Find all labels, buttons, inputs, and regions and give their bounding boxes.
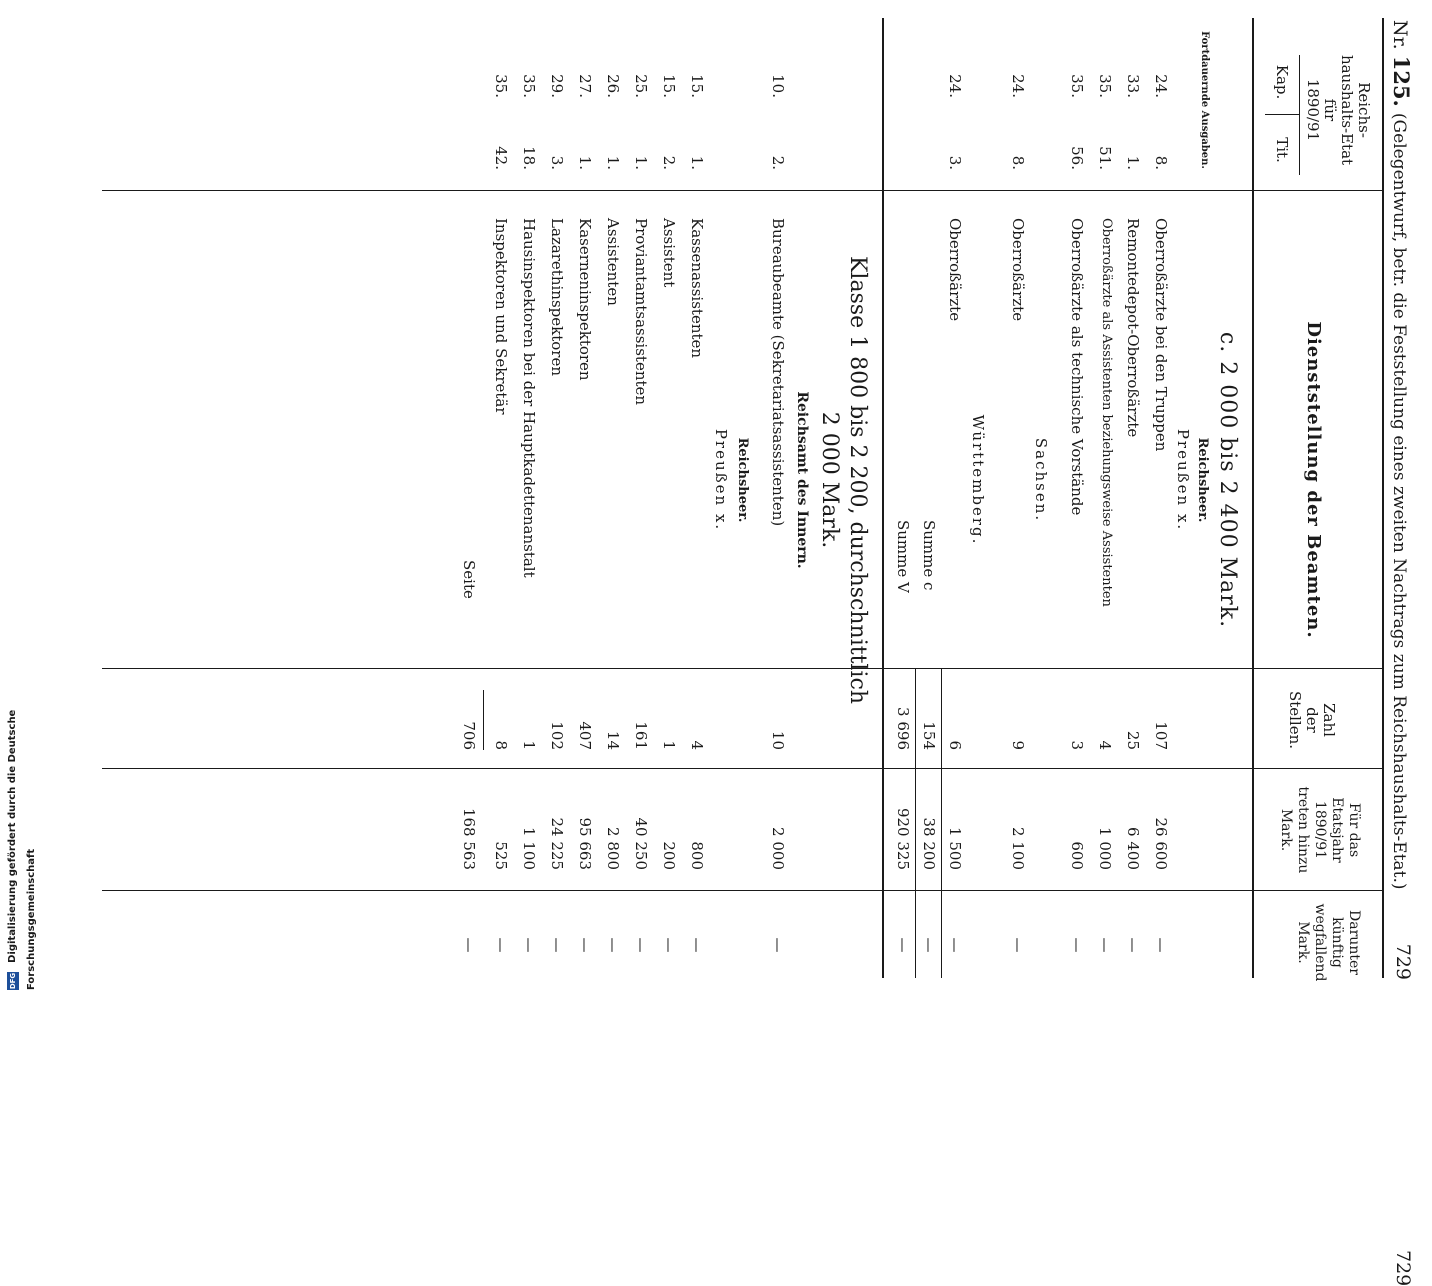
zahl-cell: 9 xyxy=(1009,740,1027,750)
kap-tit-divider xyxy=(1265,114,1300,115)
table-row xyxy=(765,0,787,1000)
zahl-cell: 8 xyxy=(492,740,510,750)
mark-cell: 168 563 xyxy=(460,807,478,870)
weg-cell: — xyxy=(520,937,538,953)
desc-cell: Oberroßärzte als technische Vorstände xyxy=(1068,218,1086,516)
weg-cell: — xyxy=(548,937,566,953)
tit-cell: 56. xyxy=(1068,146,1086,170)
mark-cell: 26 600 xyxy=(1152,817,1170,870)
tit-cell: 8. xyxy=(1152,155,1170,170)
mark-cell: 1 500 xyxy=(946,827,964,870)
weg-cell: — xyxy=(604,937,622,953)
zahl-header-line: Zahl xyxy=(1320,703,1338,737)
table-row xyxy=(628,0,650,1000)
zahl-cell: 706 xyxy=(460,721,478,750)
klasse-title-line-1: Klasse 1 800 bis 2 200, durchschnittlich xyxy=(845,255,870,704)
mark-cell: 200 xyxy=(660,841,678,870)
tit-cell: 3. xyxy=(548,155,566,170)
summe-c-row xyxy=(916,0,938,1000)
desc-cell: Oberroßärzte als Assistenten beziehungsweise Assistenten xyxy=(1099,218,1114,607)
zahl-cell: 3 696 xyxy=(894,707,912,750)
zahl-cell: 3 xyxy=(1068,740,1086,750)
desc-cell: Oberroßärzte xyxy=(1009,218,1027,322)
mark-cell: 40 250 xyxy=(632,817,650,870)
tit-cell: 1. xyxy=(632,155,650,170)
mark-cell: 6 400 xyxy=(1124,827,1142,870)
mark-cell: 38 200 xyxy=(920,817,938,870)
weg-cell: — xyxy=(1124,937,1142,953)
desc-cell: Hausinspektoren bei der Hauptkadettenanstalt xyxy=(520,218,538,578)
desc-cell: Kaserneninspektoren xyxy=(576,218,594,381)
tit-cell: 2. xyxy=(769,155,787,170)
zahl-cell: 6 xyxy=(946,740,964,750)
wuerttemberg-heading: Württemberg. xyxy=(969,414,987,546)
zahl-cell: 14 xyxy=(604,730,622,750)
darunter-header-line: Darunter xyxy=(1346,910,1362,975)
summe-c-label: Summe c xyxy=(920,520,938,591)
mark-cell: 95 663 xyxy=(576,817,594,870)
weg-cell: — xyxy=(460,937,478,953)
desc-cell: Bureaubeamte (Sekretariatsassistenten) xyxy=(769,218,787,527)
mark-cell: 920 325 xyxy=(894,807,912,870)
kap-cell: 24. xyxy=(1152,74,1170,98)
table-row xyxy=(1064,0,1086,1000)
etat-header-line: für xyxy=(1321,98,1339,122)
mark-cell: 24 225 xyxy=(548,817,566,870)
tit-cell: 18. xyxy=(520,146,538,170)
kap-cell: 25. xyxy=(632,74,650,98)
fuer-header-line: Für das xyxy=(1346,802,1362,858)
table-row xyxy=(544,0,566,1000)
etat-column-header xyxy=(1304,40,1372,180)
darunter-header-line: Mark. xyxy=(1295,921,1311,964)
table-row xyxy=(516,0,538,1000)
vdiv-3 xyxy=(102,768,1382,769)
vdiv-4 xyxy=(102,890,1382,891)
weg-cell: — xyxy=(894,937,912,953)
weg-cell: — xyxy=(660,937,678,953)
desc-cell: Oberroßärzte bei den Truppen xyxy=(1152,218,1170,452)
description-column-header: Dienststellung der Beamten. xyxy=(1303,321,1324,639)
weg-cell: — xyxy=(1009,937,1027,953)
mark-cell: 525 xyxy=(492,841,510,870)
kap-cell: 35. xyxy=(1068,74,1086,98)
fuer-column-header xyxy=(1277,775,1362,885)
tit-cell: 8. xyxy=(1009,155,1027,170)
fortdauernde-label: Fortdauernde Ausgaben. xyxy=(1199,31,1210,169)
zahl-cell: 407 xyxy=(576,721,594,750)
page-number: 729 xyxy=(1392,1250,1414,1286)
mark-cell: 2 800 xyxy=(604,827,622,870)
table-row xyxy=(1005,0,1027,1000)
table-row xyxy=(572,0,594,1000)
fuer-header-line: treten hinzu xyxy=(1295,786,1311,874)
page-number-right: 729 xyxy=(1392,943,1414,980)
kap-cell: 15. xyxy=(688,74,706,98)
tit-cell: 2. xyxy=(660,155,678,170)
mark-cell: 800 xyxy=(688,841,706,870)
table-row xyxy=(1120,0,1142,1000)
reichsheer-heading-1: Reichsheer. xyxy=(1195,437,1210,523)
reichsamt-heading: Reichsamt des Innern. xyxy=(794,391,810,569)
kap-cell: 35. xyxy=(1096,74,1114,98)
digitization-note-text: Digitalisierung gefördert durch die Deutsche Forschungsgemeinschaft xyxy=(7,709,37,990)
kap-cell: 27. xyxy=(576,74,594,98)
document-number: 125. xyxy=(1389,55,1414,107)
reichsheer-heading-2: Reichsheer. xyxy=(735,437,750,523)
fuer-header-line: Mark. xyxy=(1278,808,1294,852)
sum-rule-2 xyxy=(915,668,916,978)
seite-rule xyxy=(483,690,484,750)
mark-cell: 1 000 xyxy=(1096,827,1114,870)
weg-cell: — xyxy=(1152,937,1170,953)
desc-cell: Assistent xyxy=(660,218,678,288)
zahl-cell: 102 xyxy=(548,721,566,750)
summe-v-label: Summe V xyxy=(894,520,912,593)
tit-column-header: Tit. xyxy=(1273,137,1291,163)
table-row xyxy=(488,0,510,1000)
table-row xyxy=(942,0,964,1000)
seite-label: Seite xyxy=(460,560,478,599)
kap-cell: 29. xyxy=(548,74,566,98)
table-row xyxy=(684,0,706,1000)
kap-cell: 24. xyxy=(946,74,964,98)
zahl-header-line: Stellen. xyxy=(1286,690,1304,750)
zahl-cell: 1 xyxy=(520,740,538,750)
document-number-prefix: Nr. xyxy=(1389,20,1411,50)
table-row xyxy=(1092,0,1114,1000)
seite-row xyxy=(456,0,478,1000)
zahl-cell: 107 xyxy=(1152,721,1170,750)
tit-cell: 1. xyxy=(688,155,706,170)
table-row xyxy=(656,0,678,1000)
preussen-heading-2: Preußen x. xyxy=(712,428,730,532)
weg-cell: — xyxy=(576,937,594,953)
section-end-rule xyxy=(882,18,884,978)
kap-column-header: Kap. xyxy=(1273,64,1291,100)
zahl-cell: 25 xyxy=(1124,730,1142,750)
digitization-note xyxy=(2,600,40,990)
tit-cell: 1. xyxy=(604,155,622,170)
desc-cell: Kassenassistenten xyxy=(688,218,706,359)
zahl-cell: 161 xyxy=(632,721,650,750)
tit-cell: 1. xyxy=(576,155,594,170)
vdiv-1 xyxy=(102,190,1382,191)
kap-cell: 26. xyxy=(604,74,622,98)
etat-subrule xyxy=(1299,55,1300,175)
zahl-cell: 1 xyxy=(660,740,678,750)
kap-cell: 35. xyxy=(520,74,538,98)
etat-header-line: haushalts-Etat xyxy=(1338,54,1356,166)
klasse-title-line-2: 2 000 Mark. xyxy=(817,411,842,549)
weg-cell: — xyxy=(492,937,510,953)
fuer-header-line: Etatsjahr xyxy=(1329,797,1345,863)
desc-cell: Lazarethinspektoren xyxy=(548,218,566,376)
weg-cell: — xyxy=(1068,937,1086,953)
weg-cell: — xyxy=(1096,937,1114,953)
preussen-heading-1: Preußen x. xyxy=(1174,428,1192,532)
darunter-header-line: künftig xyxy=(1329,917,1345,968)
zahl-cell: 10 xyxy=(769,730,787,750)
kap-cell: 24. xyxy=(1009,74,1027,98)
weg-cell: — xyxy=(769,937,787,953)
page-header xyxy=(1389,20,1414,980)
zahl-header-line: der xyxy=(1303,707,1321,733)
zahl-cell: 4 xyxy=(688,740,706,750)
mark-cell: 2 000 xyxy=(769,827,787,870)
summe-v-row xyxy=(890,0,912,1000)
kap-cell: 35. xyxy=(492,74,510,98)
tit-cell: 51. xyxy=(1096,146,1114,170)
weg-cell: — xyxy=(632,937,650,953)
etat-header-line: 1890/91 xyxy=(1304,78,1322,142)
desc-cell: Remontedepot-Oberroßärzte xyxy=(1124,218,1142,438)
kap-cell: 15. xyxy=(660,74,678,98)
column-header-rule xyxy=(1252,18,1254,978)
mark-cell: 1 100 xyxy=(520,827,538,870)
kap-cell: 10. xyxy=(769,74,787,98)
desc-cell: Assistenten xyxy=(604,218,622,306)
tit-cell: 1. xyxy=(1124,155,1142,170)
fuer-header-line: 1890/91 xyxy=(1312,800,1328,860)
weg-cell: — xyxy=(920,937,938,953)
kap-cell: 33. xyxy=(1124,74,1142,98)
weg-cell: — xyxy=(688,937,706,953)
desc-cell: Inspektoren und Sekretär xyxy=(492,218,510,415)
tit-cell: 3. xyxy=(946,155,964,170)
tit-cell: 42. xyxy=(492,146,510,170)
etat-header-line: Reichs- xyxy=(1355,82,1373,138)
sum-rule-1 xyxy=(941,668,942,978)
desc-cell: Proviantamtsassistenten xyxy=(632,218,650,406)
sachsen-heading: Sachsen. xyxy=(1032,437,1050,523)
weg-cell: — xyxy=(946,937,964,953)
table-row xyxy=(600,0,622,1000)
zahl-column-header xyxy=(1286,680,1337,760)
desc-cell: Oberroßärzte xyxy=(946,218,964,322)
table-row xyxy=(1148,0,1170,1000)
zahl-cell: 154 xyxy=(920,721,938,750)
darunter-header-line: wegfallend xyxy=(1312,903,1328,982)
header-rule xyxy=(1382,18,1384,978)
mark-cell: 600 xyxy=(1068,841,1086,870)
darunter-column-header xyxy=(1294,895,1362,990)
document-title: (Gelegentwurf, betr. die Feststellung eines zweiten Nachtrags zum Reichshaushalts-Etat.) xyxy=(1389,112,1409,890)
dfg-logo: DFG xyxy=(8,972,17,990)
zahl-cell: 4 xyxy=(1096,740,1114,750)
section-c-title: c. 2 000 bis 2 400 Mark. xyxy=(1215,331,1240,629)
mark-cell: 2 100 xyxy=(1009,827,1027,870)
